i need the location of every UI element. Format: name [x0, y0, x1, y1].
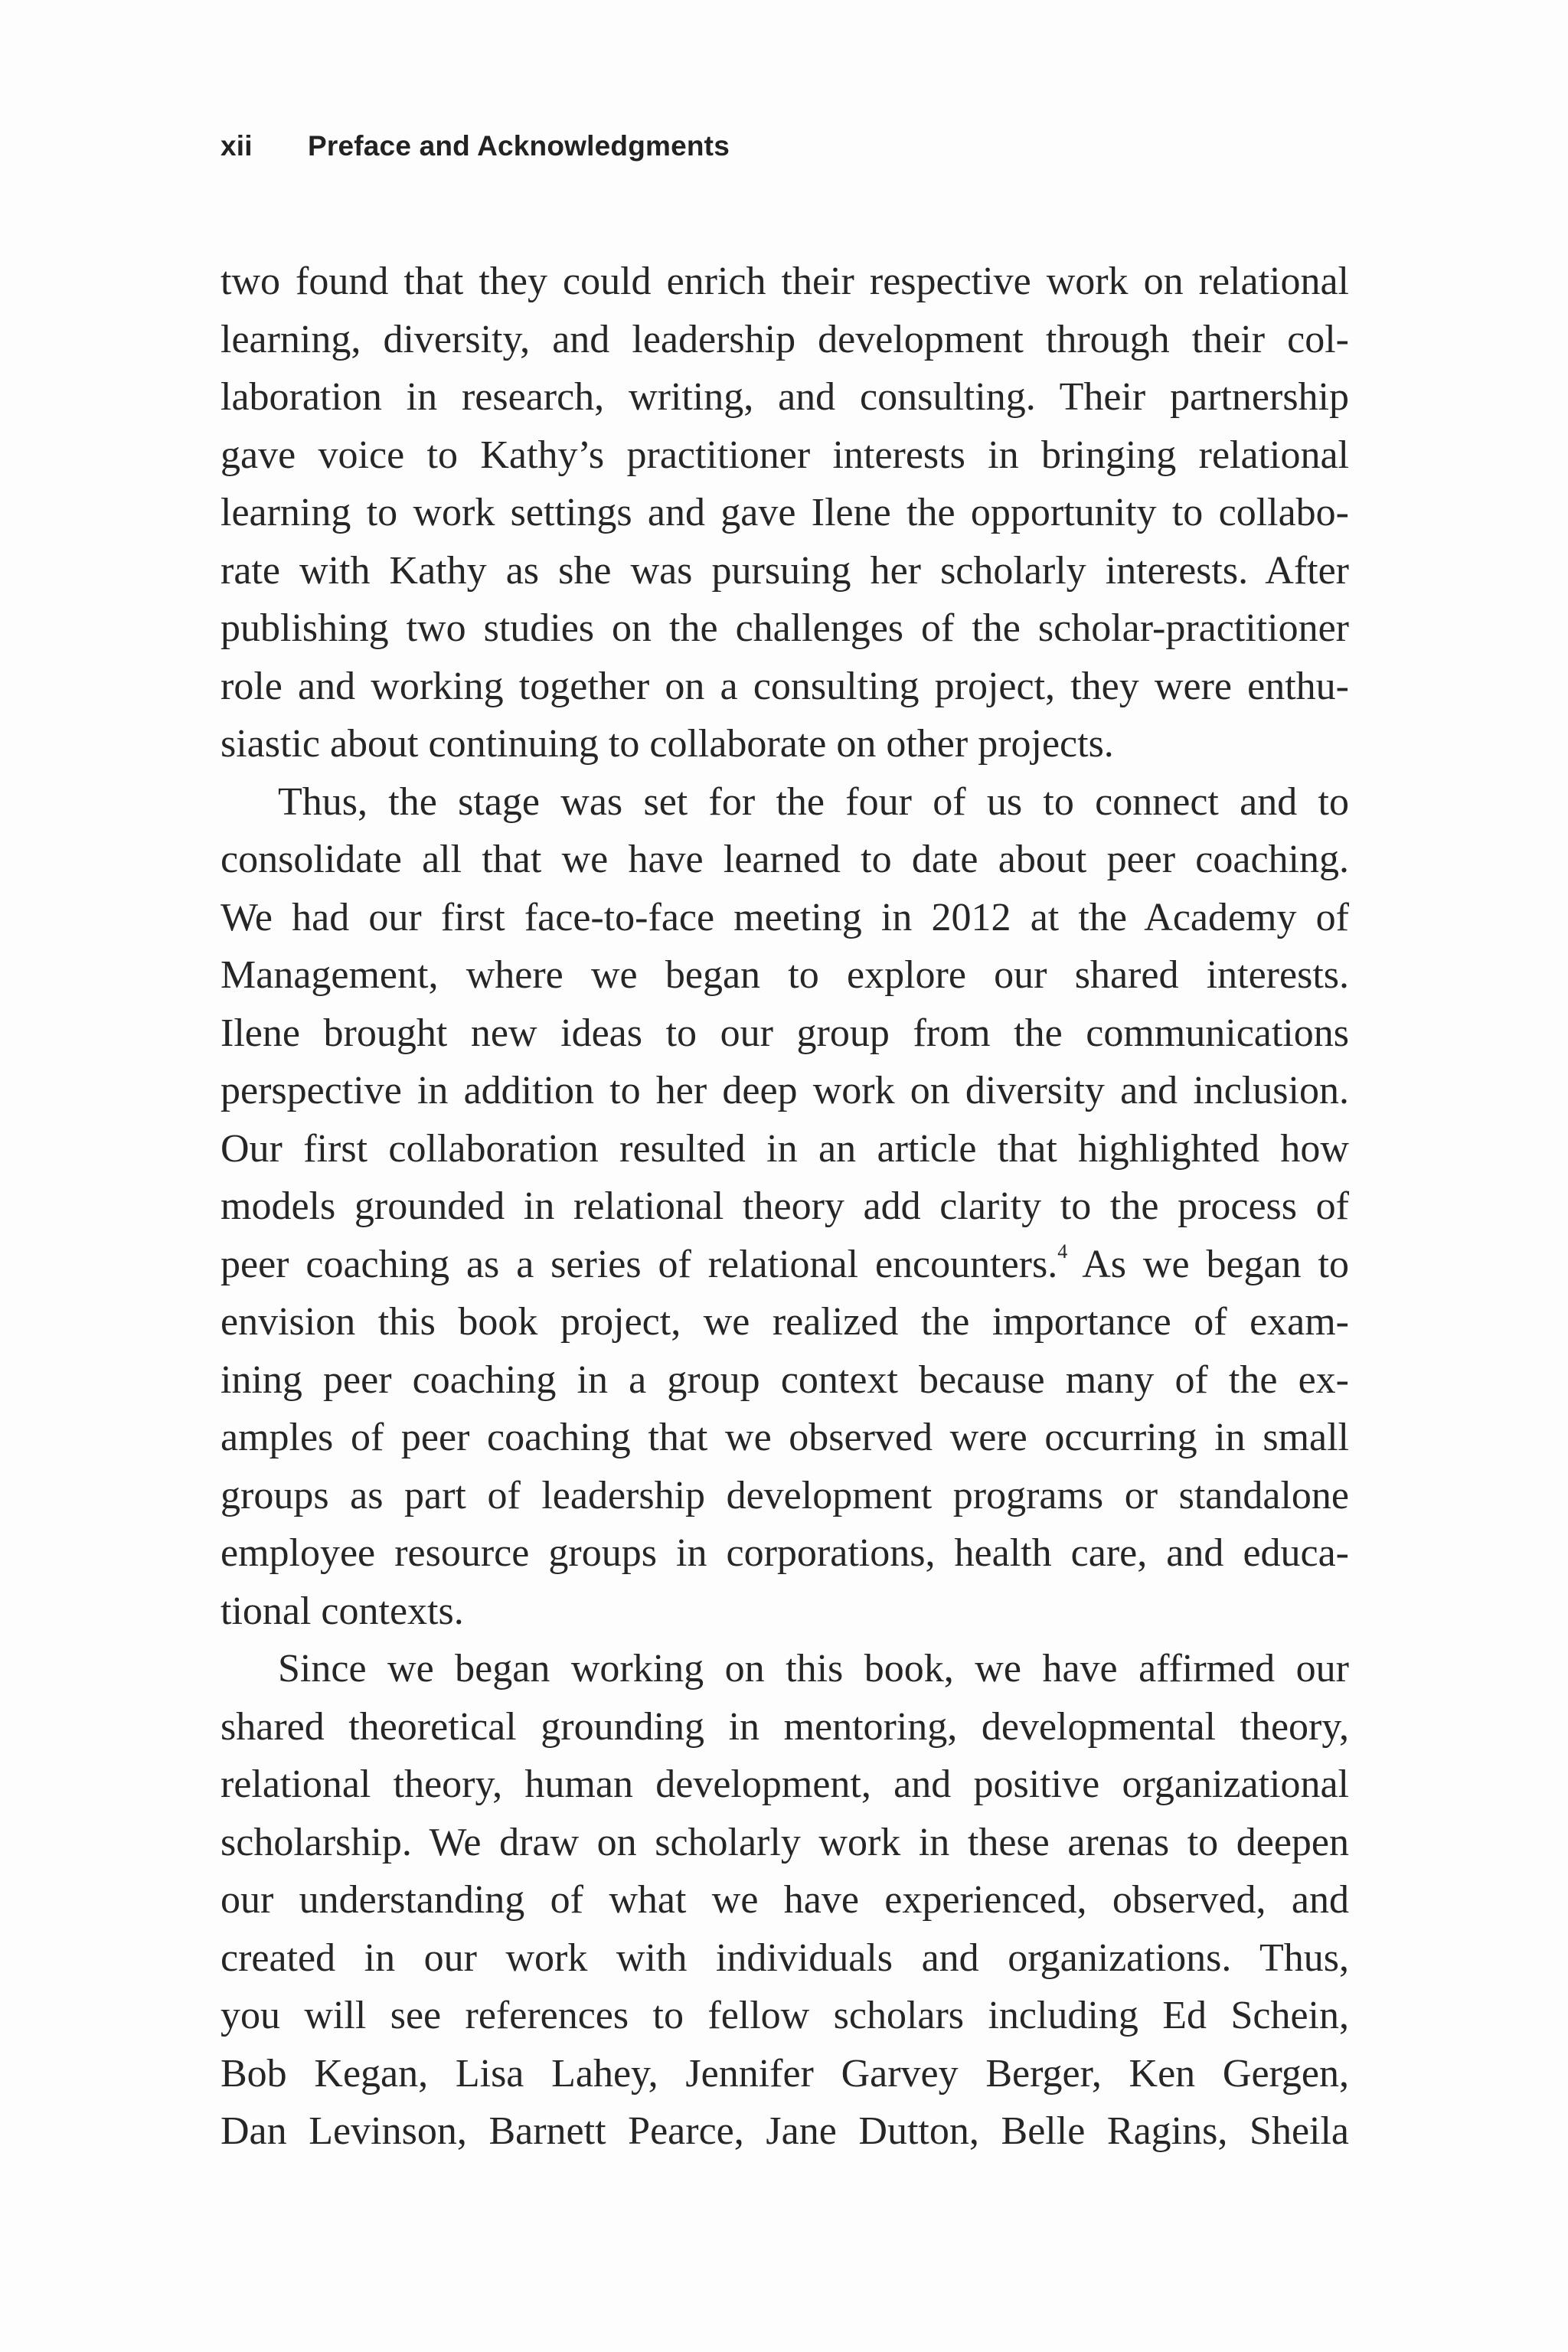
text-line: our understanding of what we have experienced, observed, and: [220, 1878, 1349, 1922]
footnote-marker[interactable]: 4: [1057, 1240, 1068, 1263]
text-line: learning, diversity, and leadership development through their col-: [220, 317, 1349, 361]
paragraph-first-line: Since we began working on this book, we have affirmed our: [278, 1647, 1349, 1690]
text-line: tional contexts.: [220, 1589, 464, 1633]
text-line: scholarship. We draw on scholarly work in these arenas to deepen: [220, 1820, 1349, 1864]
text-line: publishing two studies on the challenges of the scholar-practitioner: [220, 606, 1349, 650]
text-line: role and working together on a consulting project, they were enthu-: [220, 664, 1349, 708]
line-text: peer coaching as a series of relational encounters.: [220, 1242, 1058, 1286]
text-line: perspective in addition to her deep work on diversity and inclusion.: [220, 1069, 1349, 1112]
text-line: learning to work settings and gave Ilene the opportunity to collabo-: [220, 491, 1349, 534]
text-line: Our first collaboration resulted in an article that highlighted how: [220, 1126, 1349, 1171]
text-line: envision this book project, we realized the importance of exam-: [220, 1300, 1349, 1344]
text-line: two found that they could enrich their respective work on relational: [220, 260, 1349, 303]
text-line: Management, where we began to explore our shared interests.: [220, 953, 1349, 997]
text-line: siastic about continuing to collaborate on other projects.: [220, 722, 1114, 766]
text-line: gave voice to Kathy’s practitioner interests in bringing relational: [220, 433, 1349, 477]
text-line: laboration in research, writing, and consulting. Their partnership: [220, 375, 1349, 419]
body-text: [220, 253, 1349, 2161]
text-line: relational theory, human development, and positive organizational: [220, 1762, 1349, 1806]
text-line: you will see references to fellow scholars including Ed Schein,: [220, 1994, 1349, 2037]
text-line: models grounded in relational theory add clarity to the process of: [220, 1184, 1349, 1228]
line-text-tail: As we began to: [1067, 1242, 1349, 1286]
section-title: Preface and Acknowledgments: [308, 130, 730, 162]
page-number: xii: [220, 130, 253, 162]
text-line: rate with Kathy as she was pursuing her scholarly interests. After: [220, 548, 1349, 593]
text-line: shared theoretical grounding in mentoring, developmental theory,: [220, 1704, 1349, 1749]
text-line: Ilene brought new ideas to our group from the communications: [220, 1011, 1349, 1055]
paragraph-first-line: Thus, the stage was set for the four of us to connect and to: [278, 779, 1349, 824]
text-line: groups as part of leadership development programs or standalone: [220, 1473, 1349, 1517]
text-line: ining peer coaching in a group context because many of the ex-: [220, 1357, 1349, 1402]
running-head: [220, 130, 730, 162]
text-line: consolidate all that we have learned to date about peer coaching.: [220, 838, 1349, 881]
text-line: Dan Levinson, Barnett Pearce, Jane Dutton, Belle Ragins, Sheila: [220, 2109, 1349, 2153]
text-line: employee resource groups in corporations, health care, and educa-: [220, 1531, 1349, 1575]
text-line-with-footnote: [220, 1236, 1349, 1294]
text-line: Bob Kegan, Lisa Lahey, Jennifer Garvey Berger, Ken Gergen,: [220, 2051, 1349, 2096]
text-line: amples of peer coaching that we observed were occurring in small: [220, 1416, 1349, 1459]
text-line: We had our first face-to-face meeting in 2012 at the Academy of: [220, 895, 1349, 939]
text-line: created in our work with individuals and organizations. Thus,: [220, 1936, 1349, 1980]
